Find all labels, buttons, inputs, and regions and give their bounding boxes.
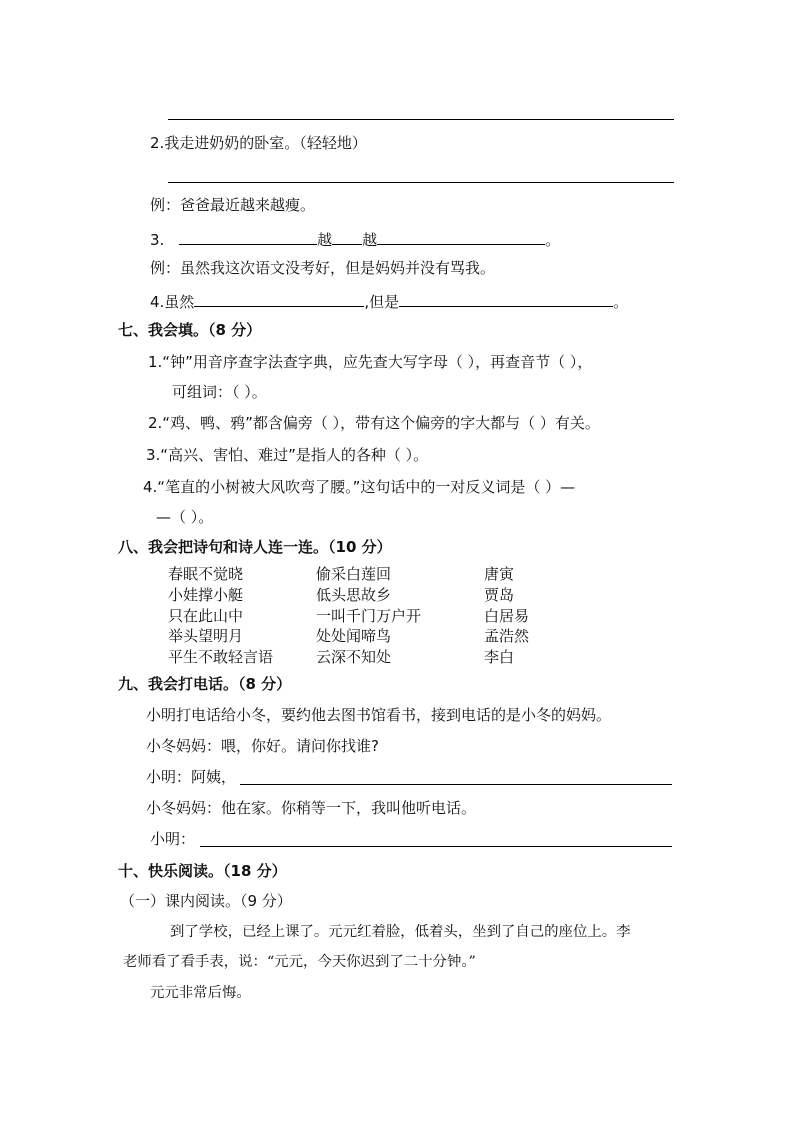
connector-word: 越 <box>362 231 378 249</box>
dialogue-line: 小冬妈妈：喂，你好。请问你找谁? <box>146 737 379 755</box>
question-3-row <box>150 230 560 248</box>
poem-line-item[interactable]: 处处闻啼鸟 <box>316 627 392 645</box>
blank-line[interactable] <box>377 230 545 245</box>
question-text: 2.“鸡、鸭、鸦”都含偏旁（ ），带有这个偏旁的字大都与（ ）有关。 <box>148 414 600 432</box>
blank-line[interactable] <box>399 292 613 307</box>
poet-name-item[interactable]: 贾岛 <box>484 586 515 604</box>
dialogue-line: 小明：阿姨， <box>146 768 237 786</box>
reading-paragraph: 老师看了看手表，说：“元元，今天你迟到了二十分钟。” <box>123 954 476 970</box>
dialogue-intro: 小明打电话给小冬，要约他去图书馆看书，接到电话的是小冬的妈妈。 <box>146 706 612 724</box>
question-text: 可组词：（ ）。 <box>172 383 267 401</box>
answer-line[interactable] <box>168 119 674 120</box>
section-title: 九、我会打电话。（8 分） <box>118 675 292 693</box>
example-text: 例：爸爸最近越来越瘦。 <box>150 196 316 214</box>
answer-line[interactable] <box>168 182 674 183</box>
poem-line-item[interactable]: 一叫千门万户开 <box>316 607 422 625</box>
poet-name-item[interactable]: 李白 <box>484 648 515 666</box>
sentence-end: 。 <box>545 231 561 249</box>
section-title: 七、我会填。（8 分） <box>118 321 262 339</box>
poet-name-item[interactable]: 孟浩然 <box>484 627 530 645</box>
example-text: 例：虽然我这次语文没考好，但是妈妈并没有骂我。 <box>150 259 496 277</box>
question-text: 2.我走进奶奶的卧室。（轻轻地） <box>150 134 367 152</box>
blank-line[interactable] <box>179 230 317 245</box>
poem-line-item[interactable]: 春眠不觉晓 <box>168 565 244 583</box>
question-number: 3. <box>150 231 165 249</box>
connector-word: 越 <box>317 231 333 249</box>
poet-name-item[interactable]: 唐寅 <box>484 565 515 583</box>
poem-line-item[interactable]: 云深不知处 <box>316 648 392 666</box>
question-text: 3.“高兴、害怕、难过”是指人的各种（ ）。 <box>146 446 429 464</box>
blank-line[interactable] <box>194 292 364 307</box>
section-title: 十、快乐阅读。（18 分） <box>118 862 287 880</box>
reading-paragraph: 到了学校，已经上课了。元元红着脸，低着头，坐到了自己的座位上。李 <box>170 924 631 940</box>
question-text: 1.“钟”用音序查字法查字典，应先查大写字母（ ），再查音节（ ）， <box>148 353 593 371</box>
dialogue-line: 小明： <box>150 830 196 848</box>
blank-line[interactable] <box>332 230 362 245</box>
question-4-row <box>150 292 628 310</box>
subsection-title: （一）课内阅读。（9 分） <box>120 892 292 910</box>
poem-line-item[interactable]: 举头望明月 <box>168 627 244 645</box>
section-title: 八、我会把诗句和诗人连一连。（10 分） <box>118 538 392 556</box>
question-text: ,但是 <box>364 293 400 311</box>
poem-line-item[interactable]: 小娃撑小艇 <box>168 586 244 604</box>
answer-line[interactable] <box>240 784 672 785</box>
poem-line-item[interactable]: 低头思故乡 <box>316 586 392 604</box>
question-text: 4.“笔直的小树被大风吹弯了腰。”这句话中的一对反义词是（ ）— <box>143 478 576 496</box>
question-text: 4.虽然 <box>150 293 195 311</box>
answer-line[interactable] <box>200 846 672 847</box>
reading-paragraph: 元元非常后悔。 <box>150 985 251 1001</box>
poet-name-item[interactable]: 白居易 <box>484 607 530 625</box>
poem-line-item[interactable]: 偷采白莲回 <box>316 565 392 583</box>
poem-line-item[interactable]: 只在此山中 <box>168 607 244 625</box>
question-text: —（ ）。 <box>156 508 214 526</box>
poem-line-item[interactable]: 平生不敢轻言语 <box>168 648 274 666</box>
dialogue-line: 小冬妈妈：他在家。你稍等一下，我叫他听电话。 <box>146 799 477 817</box>
sentence-end: 。 <box>613 293 629 311</box>
